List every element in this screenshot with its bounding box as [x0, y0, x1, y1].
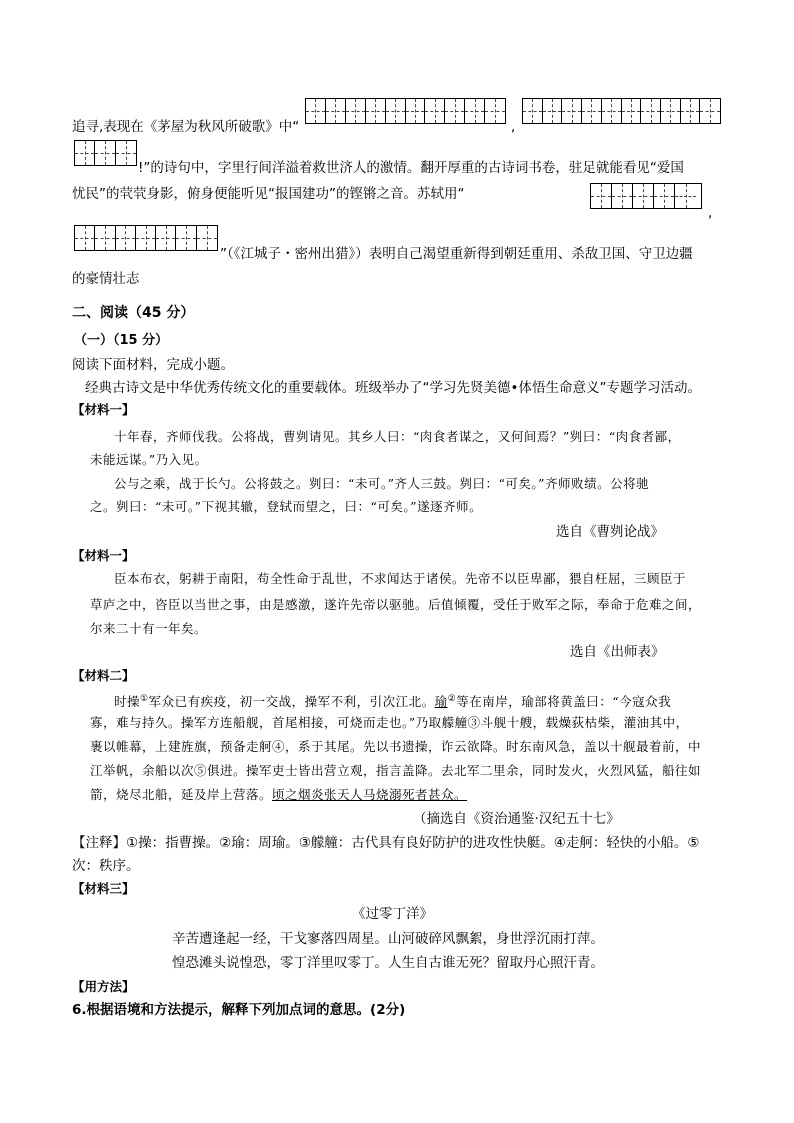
fill-in-comma-2: ,	[708, 205, 713, 221]
material2-line2: 寡，难与持久。操军方连船舰，首尾相接，可烧而走也。”乃取艨艟③斗舰十艘，载燥荻枯柴，灌油其中，	[90, 715, 689, 730]
footnote-marker: ②	[447, 694, 457, 704]
method-label: 【用方法】	[72, 979, 135, 994]
material2-line5	[90, 785, 467, 805]
footnote-marker: ①	[140, 694, 149, 704]
material1b-line3: 尔来二十有一年矣。	[90, 621, 208, 636]
material2-line3: 裹以帷幕，上建旌旗，预备走舸④，系于其尾。先以书遗操，诈云欲降。时东南风急，盖以十舰最着前，中	[90, 739, 702, 754]
answer-grid-4[interactable]	[590, 183, 702, 209]
material1-p2-line2: 之。刿曰：“未可。”下视其辙，登轼而望之，曰：“可矣。”遂逐齐师。	[90, 499, 483, 514]
material1-p1-line1: 十年春，齐师伐我。公将战，曹刿请见。其乡人曰：“肉食者谋之，又何间焉？”刿曰：“肉食者鄙，	[114, 429, 681, 444]
text-segment: 箭，烧尽北船，延及岸上营落。	[90, 787, 273, 802]
material3-label: 【材料三】	[72, 881, 135, 896]
instruction: 阅读下面材料，完成小题。	[72, 357, 234, 373]
material1-p2-line1: 公与之乘，战于长勺。公将鼓之。刿曰：“未可。”齐人三鼓。刿曰：“可矣。”齐师败绩。公将驰	[114, 476, 650, 491]
answer-grid-2[interactable]	[522, 98, 721, 124]
answer-grid-5[interactable]	[74, 225, 218, 251]
answer-grid-1[interactable]	[305, 98, 506, 124]
text-segment: 等在南岸，瑜部将黄盖曰：“今寇众我	[456, 694, 672, 710]
material2-label: 【材料二】	[72, 668, 135, 683]
poem-line2: 惶恐滩头说惶恐，零丁洋里叹零丁。人生自古谁无死？留取丹心照汗青。	[172, 955, 604, 971]
material1-p1-line2: 未能远谋。”乃入见。	[90, 452, 208, 467]
activity-intro: 经典古诗文是中华优秀传统文化的重要载体。班级举办了“学习先贤美德•体悟生命意义”专题学习活动。	[85, 380, 701, 396]
question-6: 6.根据语境和方法提示，解释下列加点词的意思。(2分)	[72, 1002, 406, 1018]
fill-in-line4: ”（《江城子・密州出猎》）表明自己渴望重新得到朝廷重用、杀敌卫国、守卫边疆	[220, 246, 693, 262]
material1-label: 【材料一】	[72, 402, 135, 417]
fill-in-comma-1: ,	[511, 119, 516, 135]
fill-in-line2: !”的诗句中，字里行间洋溢着救世济人的激情。翻开厚重的古诗词书卷，驻足就能看见“爱国	[138, 160, 684, 176]
annotation-line1: 【注释】①操：指曹操。②瑜：周瑜。③艨艟：古代具有良好防护的进攻性快艇。④走舸：轻快的小船。⑤	[72, 835, 700, 851]
material1b-label: 【材料一】	[72, 548, 135, 563]
text-segment: 时操	[114, 694, 141, 710]
poem-title: 《过零丁洋》	[352, 906, 433, 922]
material1b-line1: 臣本布衣，躬耕于南阳，苟全性命于乱世，不求闻达于诸侯。先帝不以臣卑鄙，猥自枉屈，三顾臣于	[114, 571, 687, 586]
poem-line1: 辛苦遭逢起一经，干戈寥落四周星。山河破碎风飘絮，身世浮沉雨打萍。	[172, 931, 604, 947]
material2-line4: 江举帆，余船以次⑤俱进。操军吏士皆出营立观，指言盖降。去北军二里余，同时发火，火烈风猛，船往如	[90, 763, 702, 778]
sub-heading: （一）（15 分）	[74, 333, 169, 348]
fill-in-line5: 的豪情壮志	[72, 271, 140, 287]
material2-source: （摘选自《资治通鉴·汉纪五十七》	[413, 811, 620, 827]
answer-grid-3[interactable]	[74, 140, 137, 166]
material2-line1	[114, 689, 671, 712]
text-segment-underlined: 瑜	[434, 694, 448, 710]
annotation-line2: 次：秩序。	[72, 858, 140, 874]
text-segment-underlined: 顷之烟炎张天人马烧溺死者甚众。	[272, 787, 468, 802]
material1b-line2: 草庐之中，咨臣以当世之事，由是感激，遂许先帝以驱驰。后值倾覆，受任于败军之际，奉命于危难之间，	[90, 597, 702, 612]
material1b-source: 选自《出师表》	[570, 644, 665, 660]
fill-in-line1-prefix: 追寻,表现在《茅屋为秋风所破歌》中“	[72, 119, 300, 135]
material1-source: 选自《曹刿论战》	[556, 524, 664, 540]
text-segment: 军众已有疾疫，初一交战，操军不利，引次江北。	[148, 694, 435, 710]
fill-in-line3: 忧民”的茕茕身影，俯身便能听见“报国建功”的铿锵之音。苏轼用“	[72, 186, 465, 202]
section-heading: 二、阅读（45 分）	[72, 305, 195, 321]
